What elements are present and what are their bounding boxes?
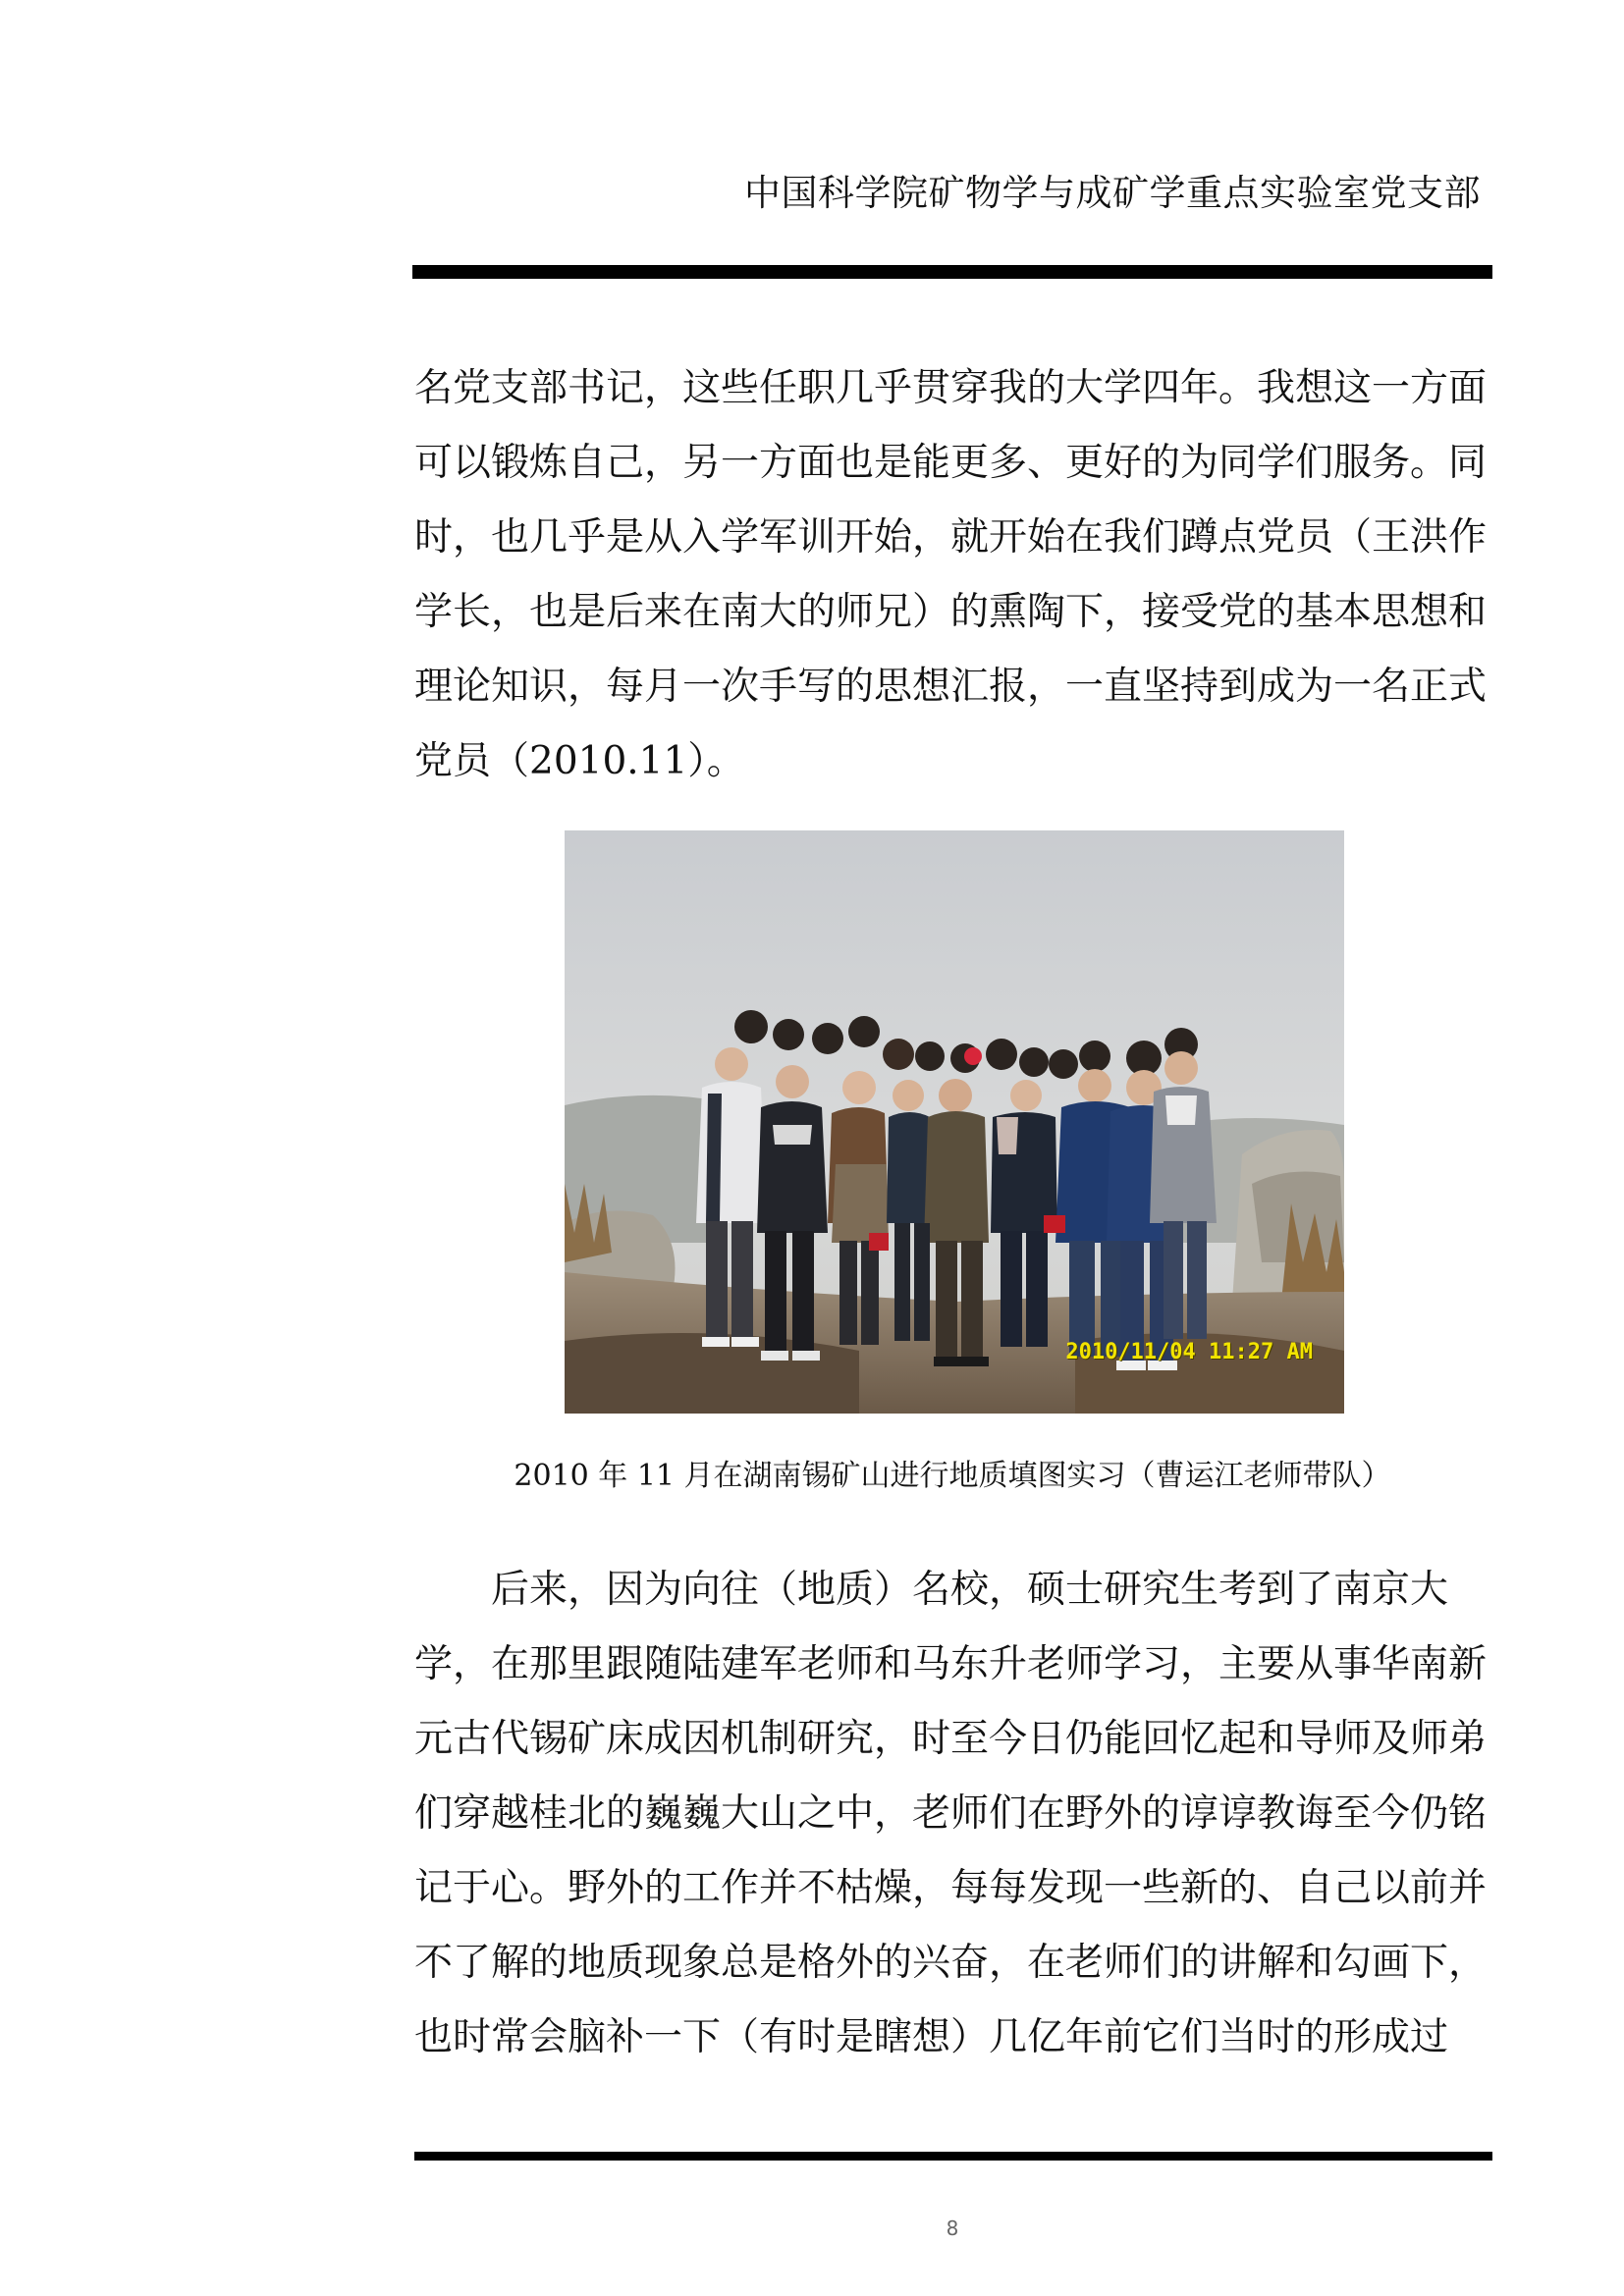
paragraph-line: 们穿越桂北的巍巍大山之中，老师们在野外的谆谆教诲至今仍铭 — [414, 1791, 1488, 1836]
paragraph-line: 理论知识，每月一次手写的思想汇报，一直坚持到成为一名正式 — [414, 665, 1488, 709]
paragraph-line: 名党支部书记，这些任职几乎贯穿我的大学四年。我想这一方面 — [414, 366, 1488, 410]
photo-caption: 2010 年 11 月在湖南锡矿山进行地质填图实习（曹运江老师带队） — [514, 1459, 1391, 1493]
header-title: 中国科学院矿物学与成矿学重点实验室党支部 — [744, 172, 1481, 214]
paragraph-line: 党员（2010.11）。 — [414, 739, 745, 783]
header-divider — [412, 265, 1492, 279]
paragraph-1 — [414, 351, 1494, 799]
paragraph-line: 元古代锡矿床成因机制研究，时至今日仍能回忆起和导师及师弟 — [414, 1717, 1488, 1761]
photo-timestamp: 2010/11/04 11:27 AM — [1065, 1340, 1313, 1364]
paragraph-line: 也时常会脑补一下（有时是瞎想）几亿年前它们当时的形成过 — [414, 2015, 1449, 2059]
group-photo — [565, 830, 1344, 1414]
paragraph-2 — [414, 1553, 1494, 2075]
paragraph-line: 学，在那里跟随陆建军老师和马东升老师学习，主要从事华南新 — [414, 1642, 1488, 1686]
paragraph-line: 时，也几乎是从入学军训开始，就开始在我们蹲点党员（王洪作 — [414, 515, 1488, 560]
paragraph-line: 学长，也是后来在南大的师兄）的熏陶下，接受党的基本思想和 — [414, 590, 1488, 634]
footer-divider — [414, 2152, 1492, 2161]
page-number: 8 — [946, 2216, 959, 2240]
paragraph-line: 可以锻炼自己，另一方面也是能更多、更好的为同学们服务。同 — [414, 441, 1488, 485]
paragraph-line: 记于心。野外的工作并不枯燥，每每发现一些新的、自己以前并 — [414, 1866, 1488, 1910]
paragraph-line: 后来，因为向往（地质）名校，硕士研究生考到了南京大 — [414, 1568, 1449, 1612]
paragraph-line: 不了解的地质现象总是格外的兴奋，在老师们的讲解和勾画下， — [414, 1941, 1488, 1985]
